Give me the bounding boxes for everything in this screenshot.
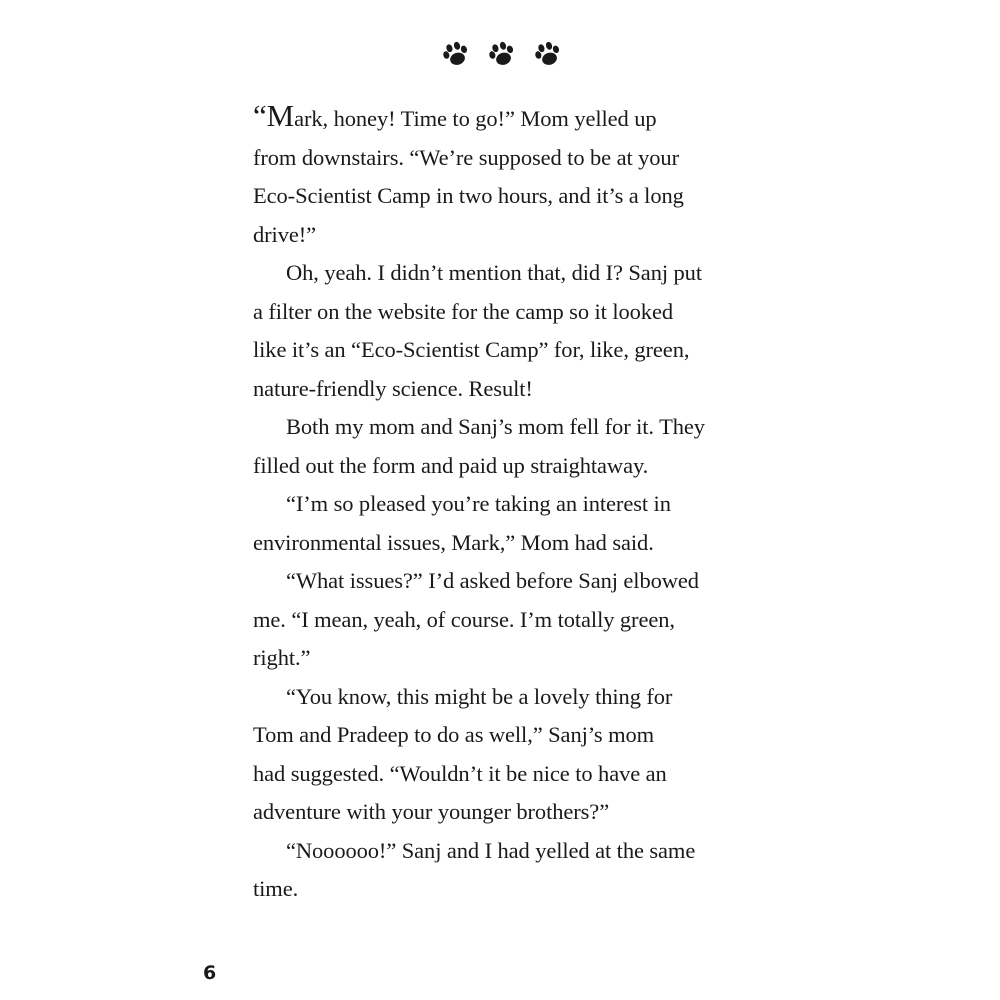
text-line: “I’m so pleased you’re taking an interest in [286,491,671,516]
text-line [253,100,753,139]
text-line: right.” [253,645,311,670]
text-line: “Noooooo!” Sanj and I had yelled at the same [286,837,696,863]
drop-cap: “M [253,98,295,133]
text-line: me. “I mean, yeah, of course. I’m totally green, [253,606,675,632]
text-line: Eco-Scientist Camp in two hours, and it’s a long [253,183,684,208]
line-text: ark, honey! Time to go!” Mom yelled up [294,106,657,131]
text-line: “You know, this might be a lovely thing for [286,683,673,709]
text-line: time. [253,876,299,901]
paragraph [253,562,753,678]
text-line: adventure with your younger brothers?” [253,799,610,824]
text-line: Tom and Pradeep to do as well,” Sanj’s mom [253,722,655,747]
paw-print-icon [532,39,564,69]
paw-print-icon [486,39,518,69]
paragraph [253,485,753,562]
text-line: environmental issues, Mark,” Mom had said. [253,529,654,555]
paragraph [253,408,753,485]
text-line: from downstairs. “We’re supposed to be at your [253,144,679,170]
text-line: Oh, yeah. I didn’t mention that, did I? Sanj put [286,260,702,285]
paragraph [253,254,753,408]
text-line: Both my mom and Sanj’s mom fell for it. They [286,414,705,439]
text-line: a filter on the website for the camp so it looked [253,298,673,324]
paragraph [253,832,753,909]
text-line: like it’s an “Eco-Scientist Camp” for, like, green, [253,337,690,362]
body-text [253,100,753,909]
text-line: drive!” [253,221,317,247]
text-line: nature-friendly science. Result! [253,375,533,401]
text-line: filled out the form and paid up straightaway. [253,452,649,478]
paragraph [253,678,753,832]
paragraph [253,100,753,254]
text-line: “What issues?” I’d asked before Sanj elbowed [286,568,699,593]
text-line: had suggested. “Wouldn’t it be nice to have an [253,760,667,786]
paw-print-icon [440,39,472,69]
page-number: 6 [203,962,217,984]
paw-print-ornament [440,38,564,70]
